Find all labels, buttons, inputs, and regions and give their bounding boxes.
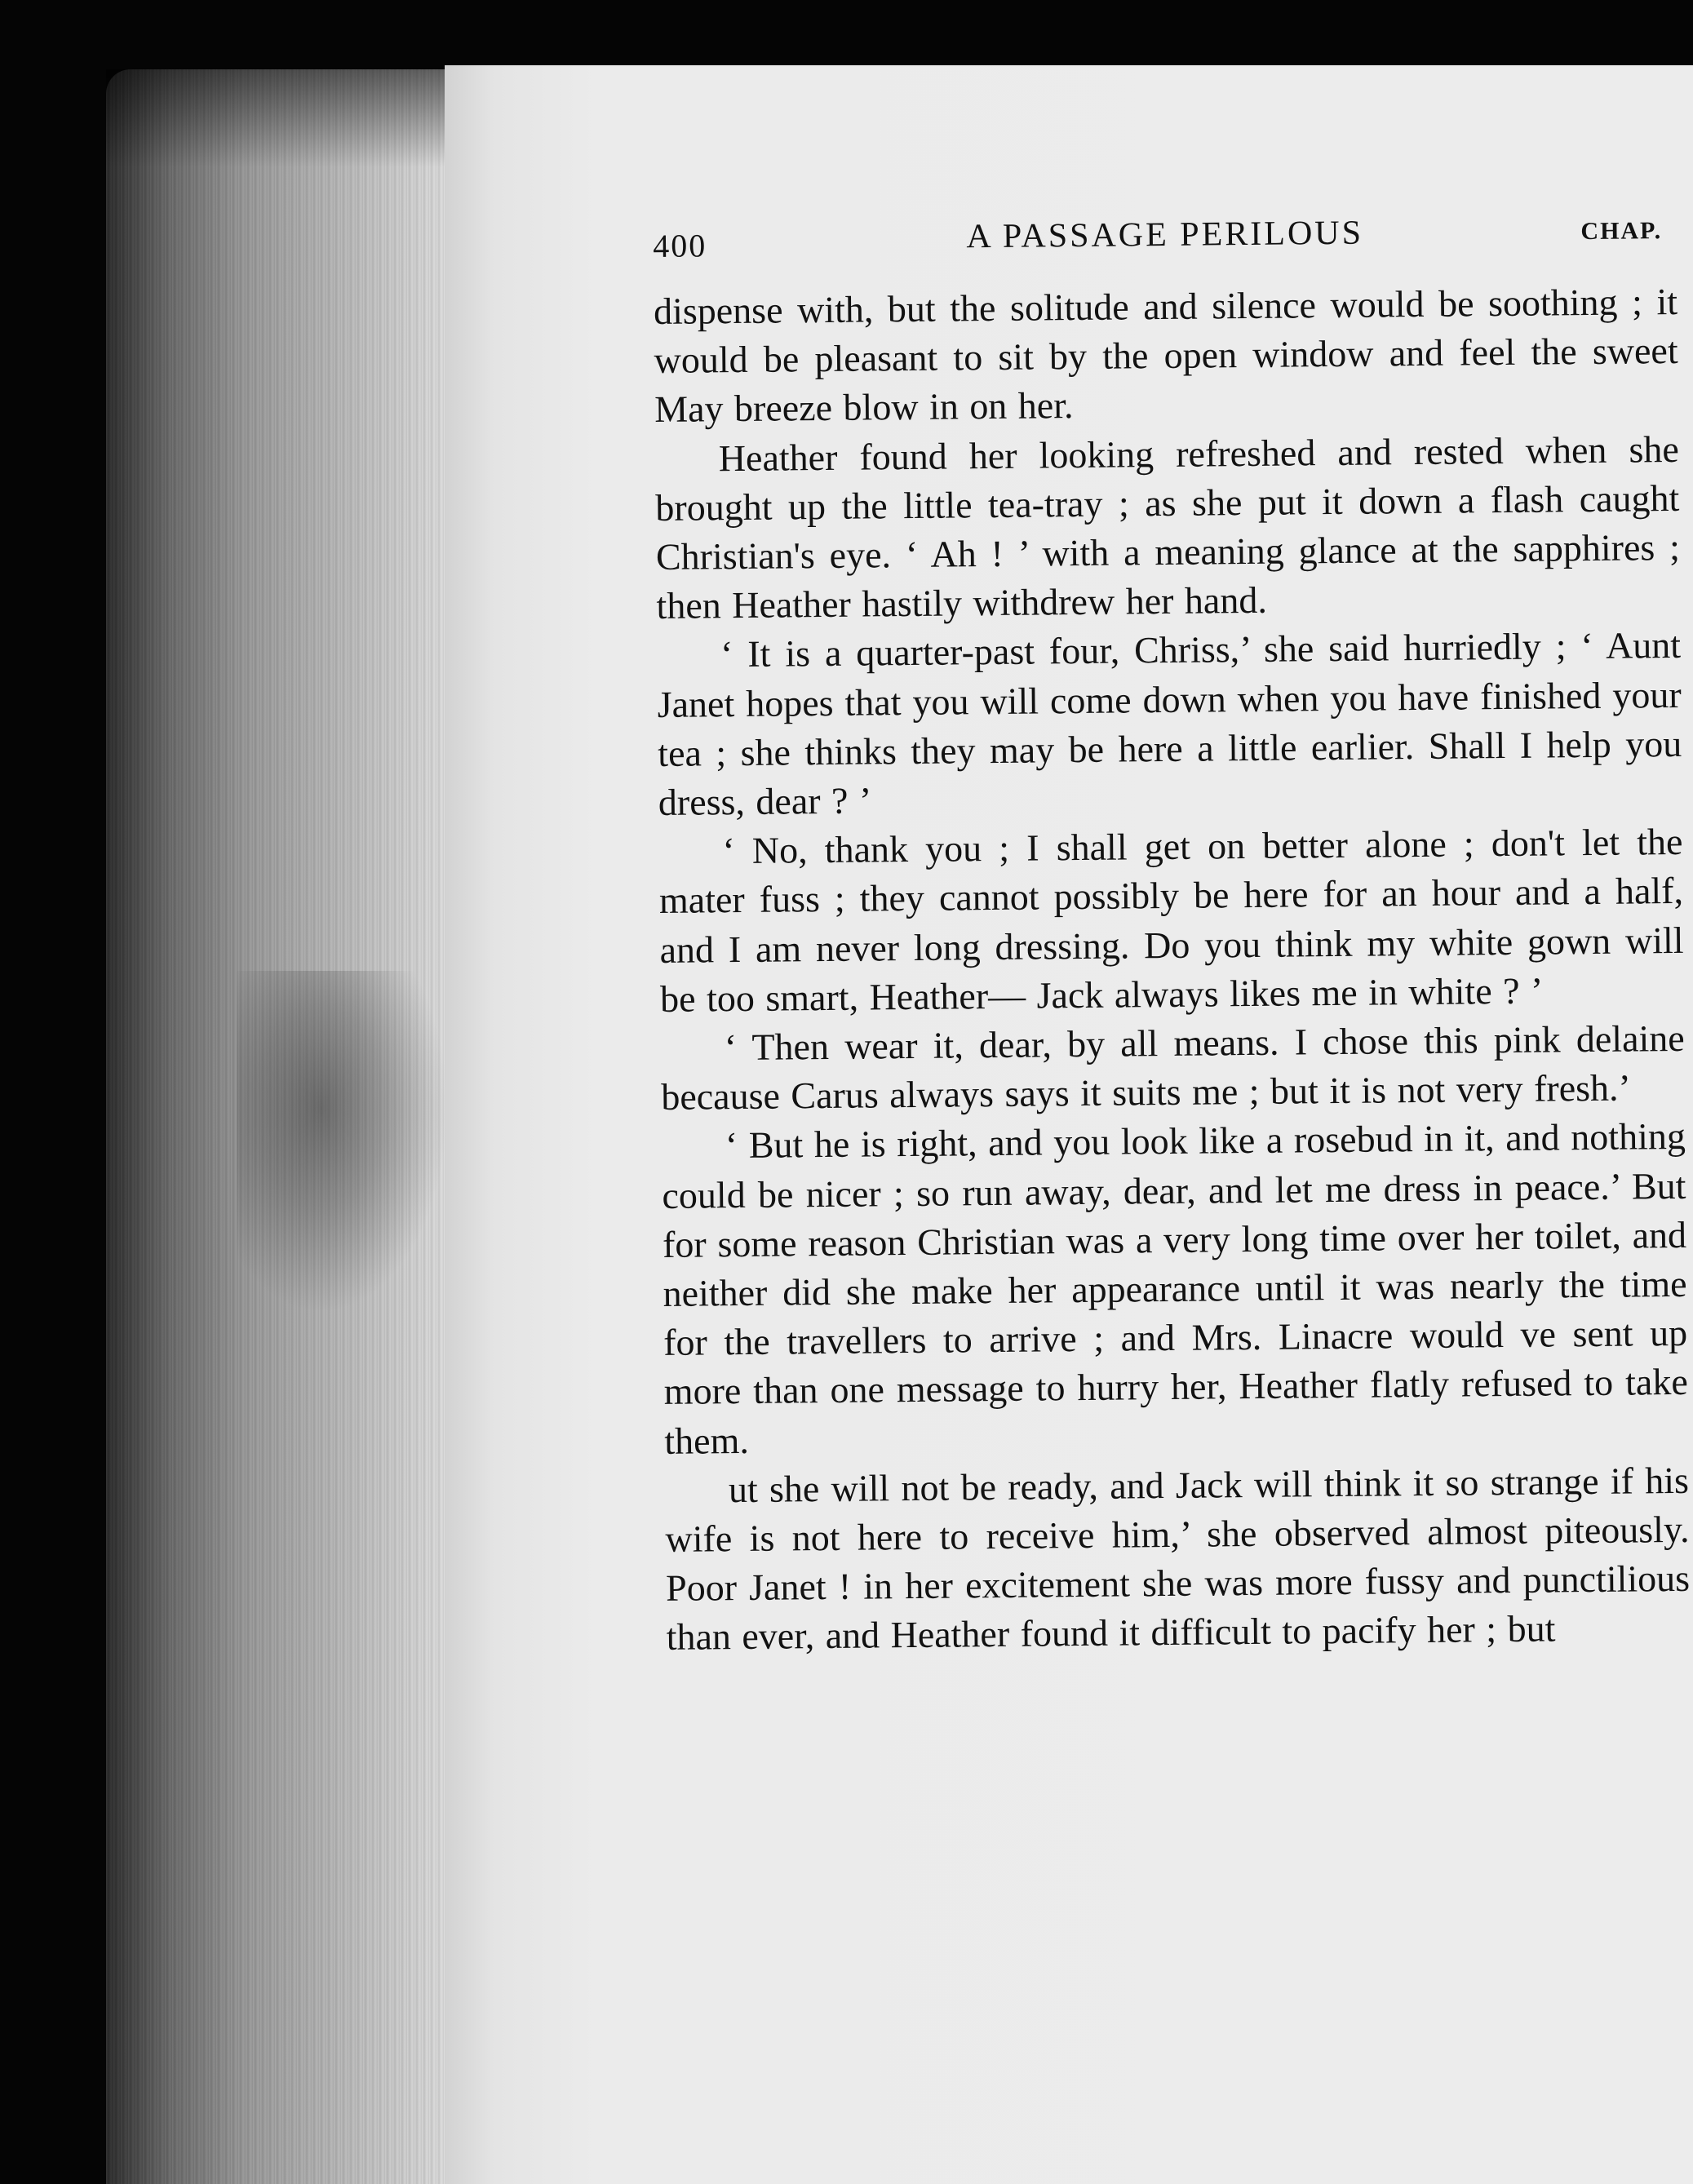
paragraph: ut she will not be ready, and Jack will think it so strange if his wife is not here to receive him,’ she observed almost piteously. Poor Janet ! in her excitement she was more fussy and punctilious than ever, and Heather found it difficult to pacify her ; but [665,1459,1691,1659]
text-block [653,210,1691,1663]
paragraph: ‘ Then wear it, dear, by all means. I chose this pink delaine because Carus always says it suits me ; but it is not very fresh.’ [661,1017,1685,1119]
paragraph: Heather found her looking refreshed and rested when she brought up the little tea-tray ; as she put it down a flash caught Christian's eye. ‘ Ah ! ’ with a meaning glance at the sapphires ; then Heather hastily withdrew her hand. [655,427,1681,627]
library-stamp [237,971,449,1314]
book-edge-shadow [106,69,457,167]
running-head [653,210,1677,269]
paragraph-continued: dispense with, but the solitude and silence would be soothing ; it would be pleasant to sit by the open window and feel the sweet May breeze blow in on her. [653,280,1678,431]
chapter-label: CHAP. [1580,217,1663,246]
paragraph: ‘ No, thank you ; I shall get on better alone ; don't let the mater fuss ; they cannot possibly be here for an hour and a half, and I am never long dressing. Do you think my white gown will be too smart, Heather— Jack always likes me in white ? ’ [658,821,1684,1020]
book-page [445,65,1693,2184]
paragraph: ‘ It is a quarter-past four, Chriss,’ she said hurriedly ; ‘ Aunt Janet hopes that you will come down when you have finished your tea ; she thinks they may be here a little earlier. Shall I help you dress, dear ? ’ [657,624,1682,823]
page-number: 400 [653,227,707,264]
running-title: A PASSAGE PERILOUS [966,214,1364,256]
paragraph: ‘ But he is right, and you look like a rosebud in it, and nothing could be nicer ; so run away, dear, and let me dress in peace.’ But for some reason Christian was a very long time over her toilet, and neither did she make her appearance until it was nearly the time for the travellers to arrive ; and Mrs. Linacre would ve sent up more than one message to hurry her, Heather flatly refused to take them. [662,1115,1688,1462]
